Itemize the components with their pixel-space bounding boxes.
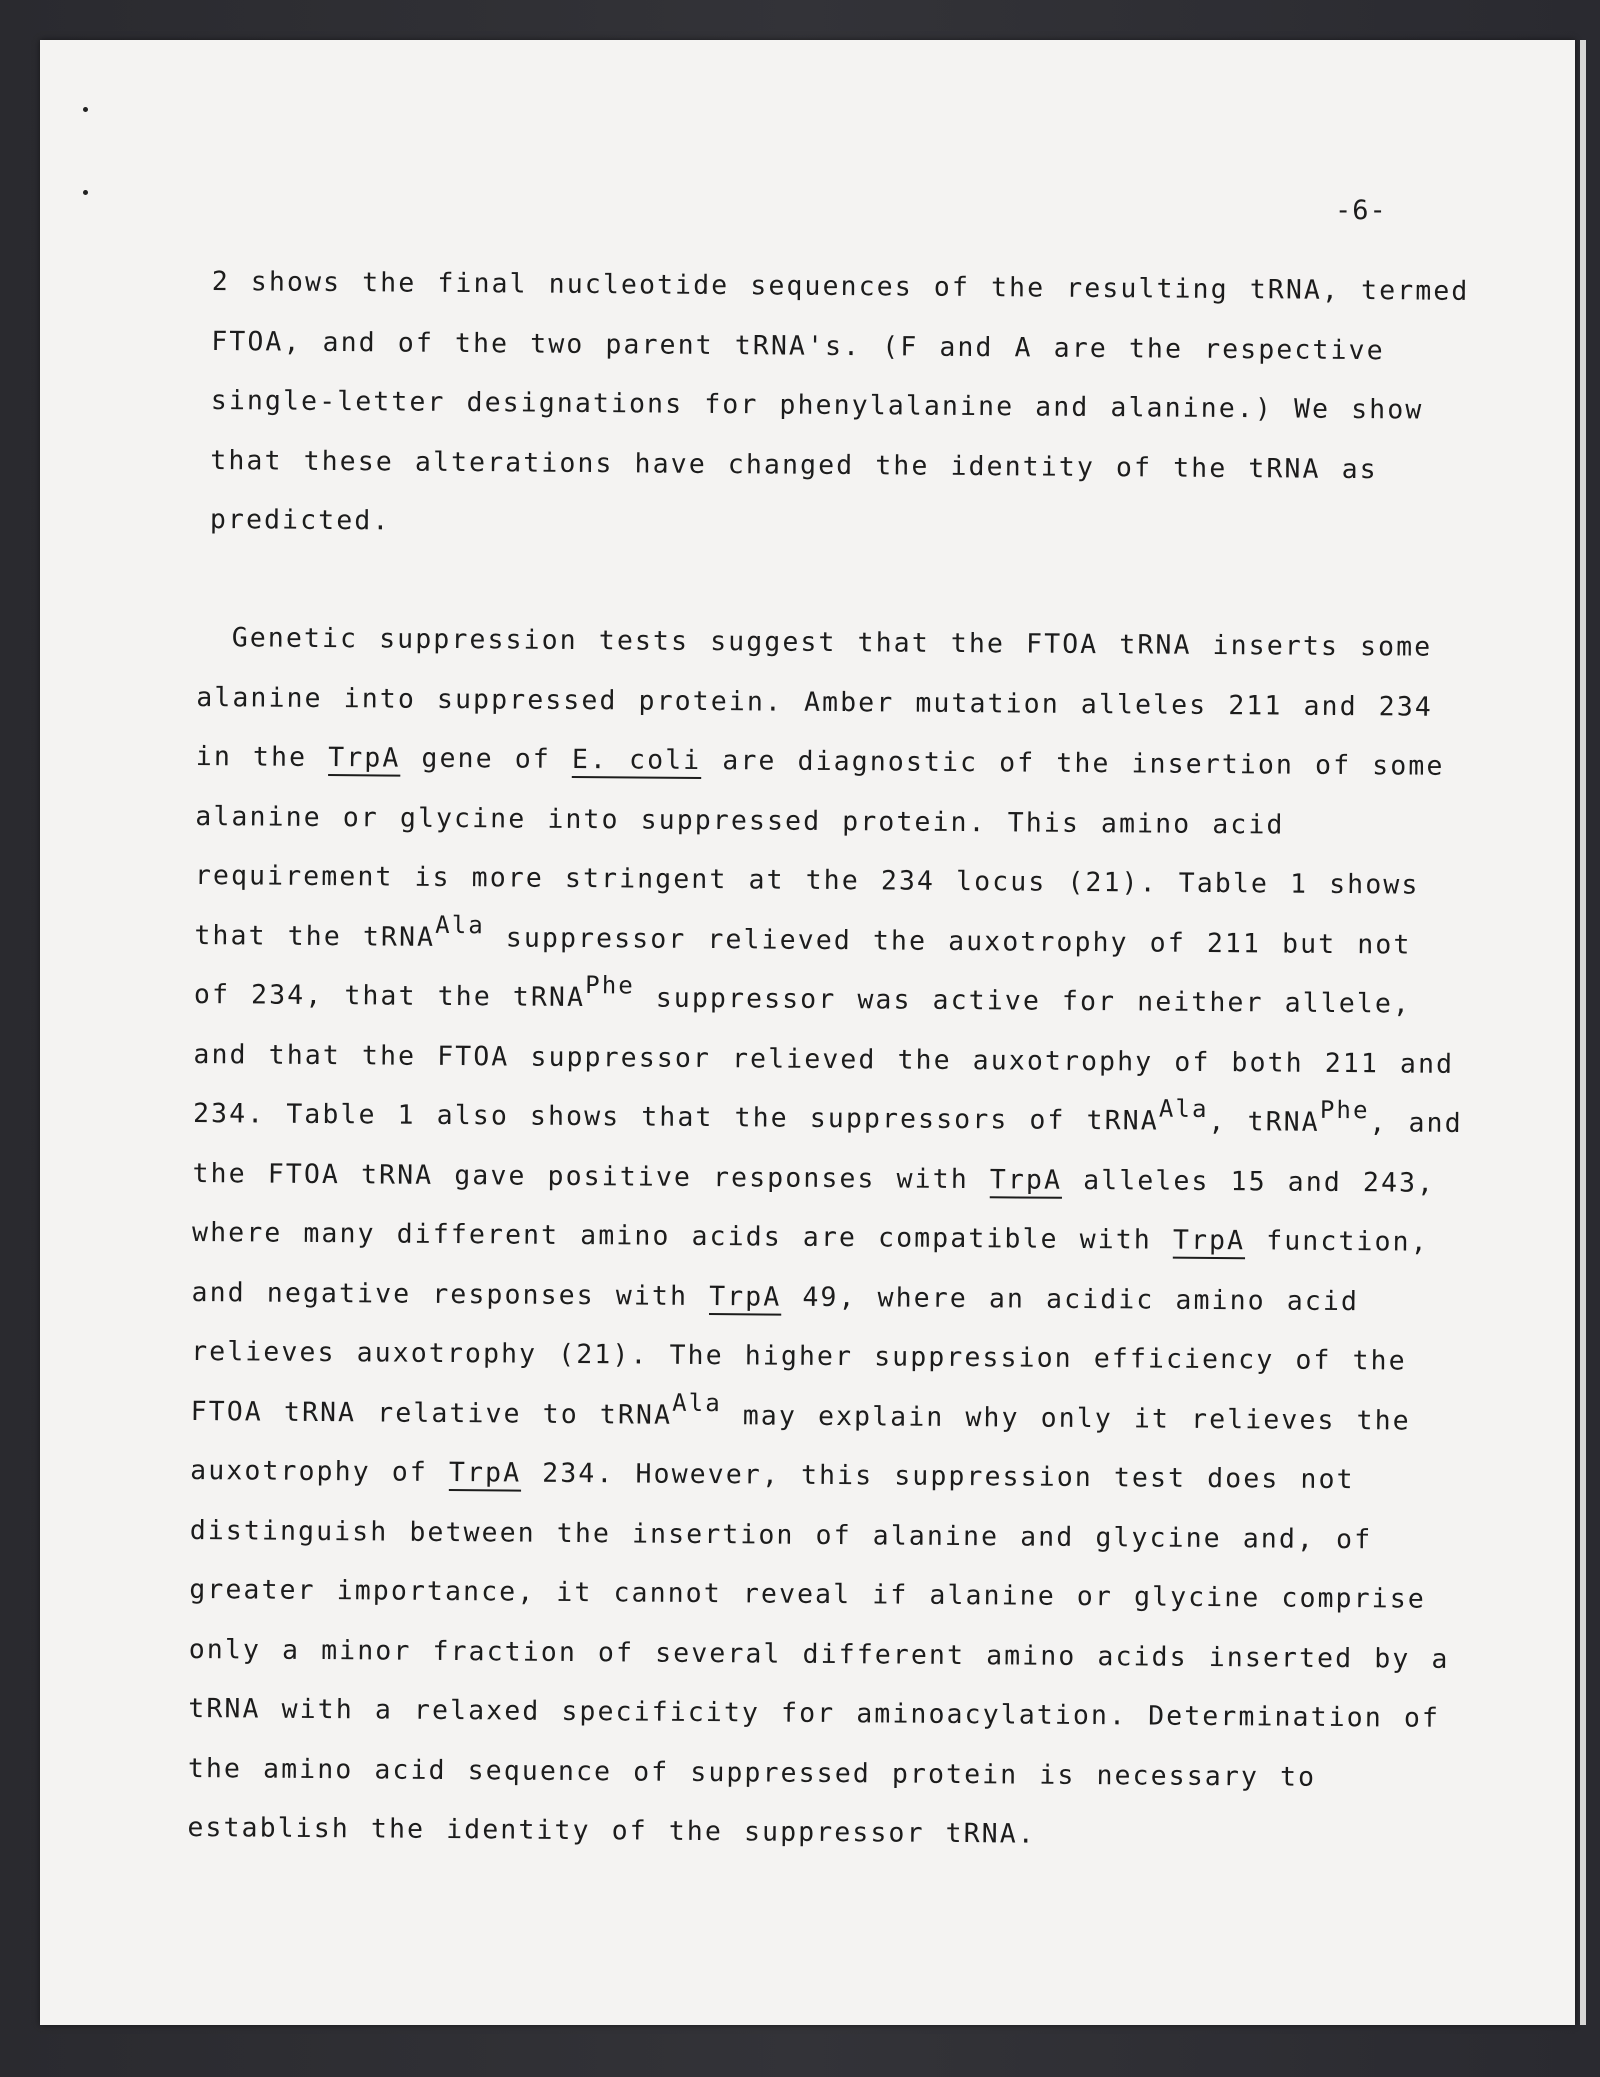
superscript: Ala — [672, 1388, 722, 1417]
text-segment: are diagnostic of the insertion of some — [701, 744, 1445, 782]
text-line — [194, 905, 1464, 974]
text-segment: the FTOA tRNA gave positive responses with — [192, 1157, 991, 1195]
text-line: 2 shows the final nucleotide sequences of the resulting tRNA, termed — [211, 265, 1470, 307]
text-line: alanine into suppressed protein. Amber mutation alleles 211 and 234 — [196, 681, 1434, 723]
text-segment: 234. However, this suppression test does not — [521, 1457, 1355, 1496]
text-segment: of 234, that the tRNA — [193, 978, 586, 1014]
page-number: -6- — [1335, 195, 1387, 226]
text-line: single-letter designations for phenylalanine and alanine.) We show — [210, 384, 1424, 426]
species-name-underlined: E. coli — [571, 743, 702, 776]
text-line — [190, 1381, 1460, 1450]
text-segment: auxotrophy of — [190, 1454, 450, 1489]
text-segment: where many different amino acids are compatible with — [191, 1216, 1174, 1256]
text-line — [192, 1203, 1462, 1272]
text-line: that these alterations have changed the identity of the tRNA as — [210, 444, 1378, 485]
text-segment: , and — [1369, 1107, 1463, 1139]
text-line: requirement is more stringent at the 234 locus (21). Table 1 shows — [194, 859, 1420, 901]
text-segment: function, — [1245, 1225, 1429, 1258]
text-line: the amino acid sequence of suppressed protein is necessary to — [187, 1752, 1317, 1793]
text-line — [193, 1084, 1463, 1153]
text-line: only a minor fraction of several different amino acids inserted by a — [188, 1633, 1450, 1675]
superscript: Phe — [585, 971, 635, 1000]
text-line: relieves auxotrophy (21). The higher suppression efficiency of the — [191, 1335, 1407, 1377]
text-line: establish the identity of the suppressor tRNA. — [187, 1811, 1037, 1850]
superscript: Phe — [1319, 1095, 1370, 1125]
text-line: Genetic suppression tests suggest that the FTOA tRNA inserts some — [231, 622, 1433, 663]
text-segment: 49, where an acidic amino acid — [781, 1281, 1360, 1317]
text-line — [192, 1143, 1462, 1212]
text-line: greater importance, it cannot reveal if alanine or glycine comprise — [189, 1573, 1427, 1615]
text-line — [191, 1262, 1461, 1331]
gene-name-underlined: TrpA — [709, 1280, 782, 1313]
text-segment: may explain why only it relieves the — [721, 1399, 1411, 1437]
gene-name-underlined: TrpA — [448, 1457, 522, 1489]
text-segment: gene of — [400, 742, 573, 775]
punch-mark — [83, 190, 88, 195]
paragraph-1 — [209, 252, 1470, 559]
text-line — [196, 727, 1466, 796]
text-segment: suppressor relieved the auxotrophy of 211 but not — [484, 921, 1412, 961]
text-line: alanine or glycine into suppressed protein. This amino acid — [195, 800, 1285, 841]
gene-name-underlined: TrpA — [328, 742, 401, 774]
text-segment: suppressor was active for neither allele, — [634, 982, 1412, 1020]
text-line — [194, 965, 1464, 1034]
text-line: and that the FTOA suppressor relieved the auxotrophy of both 211 and — [193, 1038, 1455, 1080]
punch-mark — [83, 107, 88, 112]
text-segment: 234. Table 1 also shows that the suppressors of tRNA — [192, 1097, 1159, 1137]
text-segment: that the tRNA — [194, 919, 436, 953]
gene-name-underlined: TrpA — [1172, 1224, 1246, 1257]
text-line: predicted. — [209, 503, 391, 537]
text-segment: in the — [195, 740, 329, 774]
text-segment: FTOA tRNA relative to tRNA — [190, 1395, 673, 1431]
text-line: tRNA with a relaxed specificity for aminoacylation. Determination of — [188, 1692, 1441, 1734]
paragraph-2 — [187, 608, 1467, 1867]
superscript: Ala — [1158, 1094, 1209, 1123]
gene-name-underlined: TrpA — [989, 1163, 1063, 1196]
superscript: Ala — [435, 910, 486, 939]
page-edge — [1580, 40, 1586, 2025]
text-line: FTOA, and of the two parent tRNA's. (F and A are the respective — [211, 325, 1385, 366]
text-segment: , tRNA — [1208, 1105, 1320, 1138]
text-segment: and negative responses with — [191, 1276, 710, 1312]
text-line — [190, 1441, 1460, 1510]
text-line: distinguish between the insertion of alanine and glycine and, of — [189, 1514, 1373, 1555]
text-segment: alleles 15 and 243, — [1061, 1164, 1436, 1199]
